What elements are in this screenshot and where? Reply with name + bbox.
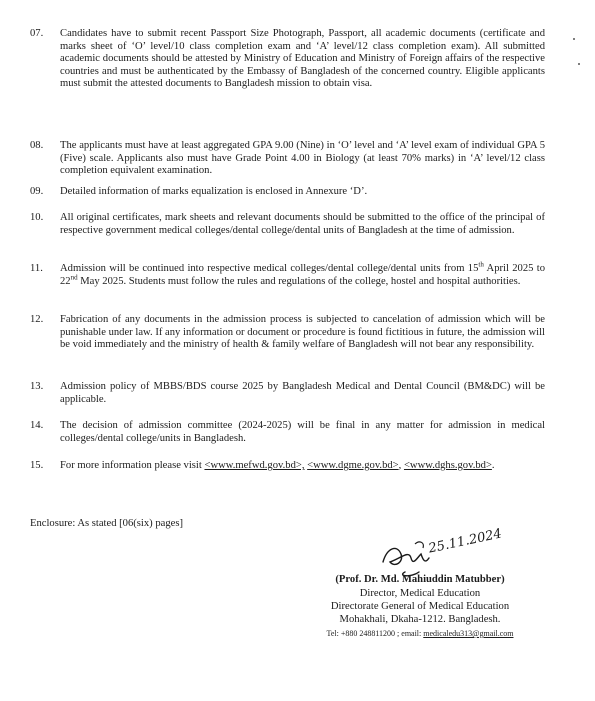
link-dgme[interactable]: <www.dgme.gov.bd> bbox=[307, 460, 399, 471]
list-item-08 bbox=[30, 140, 545, 178]
email-link[interactable]: medicaledu313@gmail.com bbox=[423, 629, 514, 638]
item-text: The decision of admission committee (2024-2025) will be final in any matter for admission in medical colleges/dental college/units in Bangladesh. bbox=[60, 420, 545, 444]
list-item-07 bbox=[30, 28, 545, 91]
link-dghs[interactable]: <www.dghs.gov.bd> bbox=[403, 460, 492, 471]
list-item-15 bbox=[30, 460, 545, 473]
item-text: Admission policy of MBBS/BDS course 2025 by Bangladesh Medical and Dental Council (BM&DC) will be applicable. bbox=[60, 381, 545, 405]
item-text: Detailed information of marks equalization is enclosed in Annexure ‘D’. bbox=[60, 186, 368, 197]
item-text: All original certificates, mark sheets and relevant documents should be submitted to the office of the principal of respective government medical colleges/dental college/dental units of Bangladesh at the time of admission. bbox=[60, 212, 545, 236]
item-number: 12. bbox=[30, 314, 44, 325]
signature-date: 25.11.2024 bbox=[427, 526, 504, 557]
list-item-11 bbox=[30, 260, 545, 288]
item-text: Candidates have to submit recent Passport Size Photograph, Passport, all academic documents (certificate and marks sheet of ‘O’ level/10 class completion exam and ‘A’ level/12 class completion exam). All submitted academic documents should be attested by Ministry of Education and Ministry of Foreign affairs of the respective countries and must be authenticated by the Embassy of Bangladesh of the concerned country. Eligible applicants must submit the attested documents to Bangladesh mission to obtain visa. bbox=[60, 28, 545, 90]
scan-mark bbox=[573, 38, 575, 40]
signatory-contact: Tel: +880 248811200 ; email: medicaledu313@gmail.com bbox=[326, 629, 514, 638]
item-text: Admission will be continued into respective medical colleges/dental college/dental units from 15th April 2025 to 22nd May 2025. Students must follow the rules and regulations of the college, hostel and hospital authorities. bbox=[60, 260, 545, 287]
list-item-12 bbox=[30, 314, 545, 352]
signatory-title: Director, Medical Education bbox=[359, 588, 481, 599]
item-number: 10. bbox=[30, 212, 44, 223]
item-number: 07. bbox=[30, 28, 44, 39]
scan-mark bbox=[578, 63, 580, 65]
list-item-14 bbox=[30, 420, 545, 445]
item-text: For more information please visit <www.mefwd.gov.bd>, <www.dgme.gov.bd>, <www.dghs.gov.bd>. bbox=[60, 460, 495, 471]
list-item-10 bbox=[30, 212, 545, 237]
enclosure-note: Enclosure: As stated [06(six) pages] bbox=[30, 518, 183, 529]
item-number: 13. bbox=[30, 381, 44, 392]
item-number: 15. bbox=[30, 460, 44, 471]
item-number: 14. bbox=[30, 420, 44, 431]
item-number: 08. bbox=[30, 140, 44, 151]
list-item-13 bbox=[30, 381, 545, 406]
item-number: 09. bbox=[30, 186, 44, 197]
item-text: Fabrication of any documents in the admission process is subjected to cancelation of admission which will be punishable under law. If any information or document or procedure is found fictitious in future, the admission will be void immediately and the ministry of health & family welfare of Bangladesh will not bear any responsibility. bbox=[60, 314, 545, 351]
signatory-office: Directorate General of Medical Education bbox=[330, 601, 510, 612]
item-text: The applicants must have at least aggregated GPA 9.00 (Nine) in ‘O’ level and ‘A’ level exam of individual GPA 5 (Five) scale. Applicants also must have Grade Point 4.00 in Biology (at least 70% marks) in ‘A’ level/12 class completion equivalent examination. bbox=[60, 140, 545, 177]
list-item-09 bbox=[30, 186, 545, 199]
link-mefwd[interactable]: <www.mefwd.gov.bd>, bbox=[204, 460, 305, 471]
signatory-address: Mohakhali, Dkaha-1212. Bangladesh. bbox=[339, 614, 501, 625]
item-number: 11. bbox=[30, 263, 43, 274]
signatory-name: (Prof. Dr. Md. Mahiuddin Matubber) bbox=[335, 574, 505, 585]
